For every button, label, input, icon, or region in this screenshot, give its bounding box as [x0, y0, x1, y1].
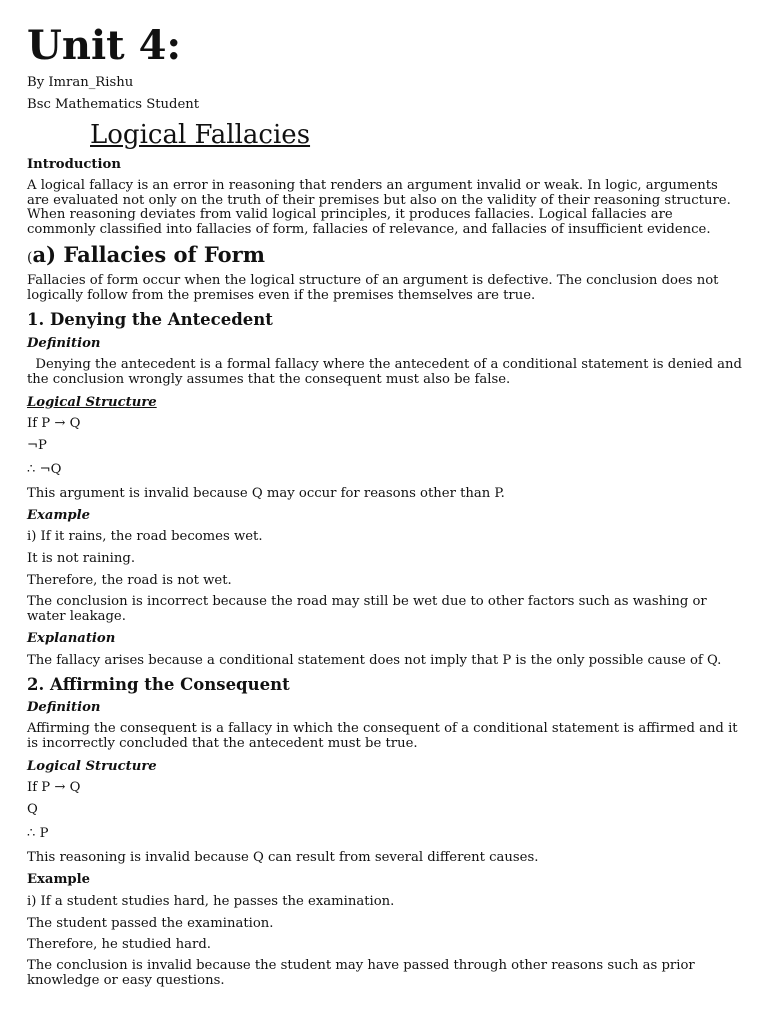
section-a-heading-text: a) Fallacies of Form — [32, 242, 265, 267]
affirming-invalid-note: This reasoning is invalid because Q can result from several different causes. — [27, 850, 539, 865]
intro-heading: Introduction — [27, 157, 121, 172]
section-a-paragraph: Fallacies of form occur when the logical structure of an argument is defective. The conclusion does not logically follow from the premises even if the premises themselves are true. — [27, 273, 719, 303]
denying-structure-line: ∴ ¬Q — [27, 462, 62, 477]
page-title: Unit 4: — [27, 22, 182, 69]
affirming-structure-line: Q — [27, 802, 38, 817]
section-a-heading — [27, 243, 265, 270]
affirming-definition-label: Definition — [27, 700, 101, 715]
denying-structure-label: Logical Structure — [27, 395, 157, 410]
denying-example-label: Example — [27, 508, 91, 523]
denying-structure-line: ¬P — [27, 438, 47, 453]
affirming-example-label: Example — [27, 872, 91, 887]
denying-explanation-label: Explanation — [27, 631, 116, 646]
section-a-heading-paren: ( — [27, 250, 33, 266]
intro-paragraph: A logical fallacy is an error in reasoning that renders an argument invalid or weak. In logic, arguments are evaluated not only on the truth of their premises but also on the validity of their reasoning structure. When reasoning deviates from valid logical principles, it produces fallacies. Logical fallacies are commonly classified into fallacies of form, fallacies of relevance, and fallacies of insufficient evidence. — [27, 178, 731, 237]
affirming-structure-line: ∴ P — [27, 826, 49, 841]
role-line: Bsc Mathematics Student — [27, 97, 200, 112]
affirming-definition: Affirming the consequent is a fallacy in which the consequent of a conditional statement is affirmed and it is incorrectly concluded that the antecedent must be true. — [27, 721, 738, 751]
document-subtitle: Logical Fallacies — [90, 120, 311, 150]
denying-definition: Denying the antecedent is a formal fallacy where the antecedent of a conditional statement is denied and the conclusion wrongly assumes that the consequent must also be false. — [27, 357, 747, 387]
denying-example-line: Therefore, the road is not wet. — [27, 573, 232, 588]
denying-conclusion: The conclusion is incorrect because the road may still be wet due to other factors such as washing or water leakage. — [27, 594, 707, 624]
denying-invalid-note: This argument is invalid because Q may occur for reasons other than P. — [27, 486, 505, 501]
affirming-example-line: The student passed the examination. — [27, 916, 274, 931]
affirming-heading: 2. Affirming the Consequent — [27, 675, 290, 694]
denying-example-line: i) If it rains, the road becomes wet. — [27, 529, 263, 544]
denying-example-line: It is not raining. — [27, 551, 136, 566]
affirming-structure-line: If P → Q — [27, 780, 81, 795]
author-line: By Imran_Rishu — [27, 75, 134, 90]
affirming-structure-label: Logical Structure — [27, 759, 157, 774]
affirming-example-line: i) If a student studies hard, he passes the examination. — [27, 894, 395, 909]
affirming-conclusion: The conclusion is invalid because the student may have passed through other reasons such as prior knowledge or easy questions. — [27, 958, 695, 988]
denying-definition-label: Definition — [27, 336, 101, 351]
denying-structure-line: If P → Q — [27, 416, 81, 431]
denying-heading: 1. Denying the Antecedent — [27, 310, 273, 329]
denying-explanation: The fallacy arises because a conditional statement does not imply that P is the only possible cause of Q. — [27, 653, 722, 668]
affirming-example-line: Therefore, he studied hard. — [27, 937, 211, 952]
